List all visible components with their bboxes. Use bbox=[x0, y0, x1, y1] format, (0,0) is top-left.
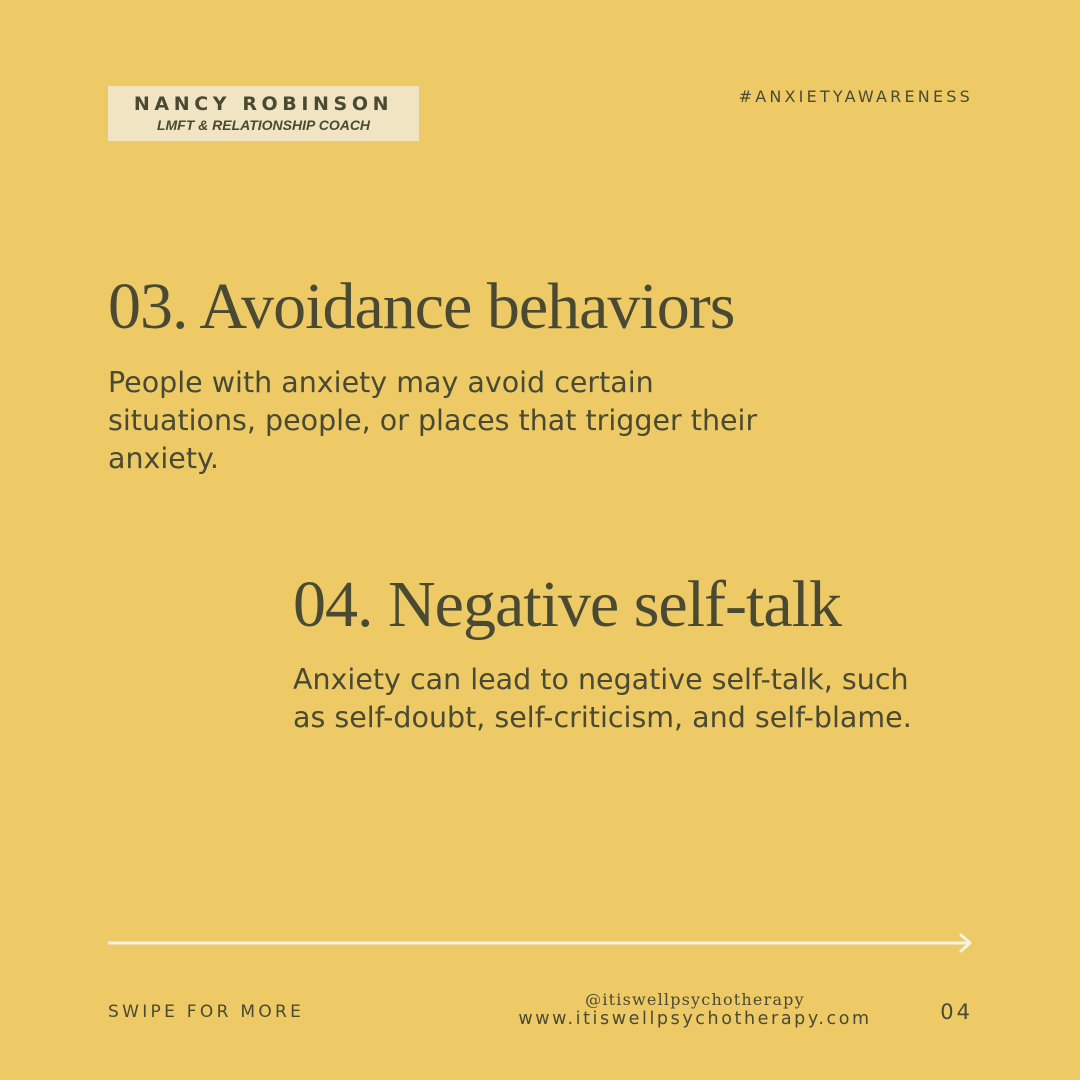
page-number: 04 bbox=[940, 1000, 973, 1024]
arrow-right-icon bbox=[108, 932, 974, 954]
author-name: NANCY ROBINSON bbox=[133, 93, 394, 115]
author-role: LMFT & RELATIONSHIP COACH bbox=[156, 117, 371, 133]
social-handle: @itiswellpsychotherapy bbox=[585, 990, 805, 1009]
swipe-for-more: SWIPE FOR MORE bbox=[108, 1002, 305, 1022]
section-heading-self-talk: 04. Negative self-talk bbox=[293, 568, 841, 641]
website-link[interactable]: www.itiswellpsychotherapy.com bbox=[518, 1009, 872, 1029]
section-body-self-talk: Anxiety can lead to negative self-talk, such as self-doubt, self-criticism, and self-blame. bbox=[293, 663, 912, 734]
hashtag: #ANXIETYAWARENESS bbox=[738, 87, 973, 106]
section-body-avoidance: People with anxiety may avoid certain situations, people, or places that trigger their anxiety. bbox=[108, 366, 758, 475]
section-heading-avoidance: 03. Avoidance behaviors bbox=[108, 270, 735, 343]
name-badge bbox=[108, 86, 419, 141]
